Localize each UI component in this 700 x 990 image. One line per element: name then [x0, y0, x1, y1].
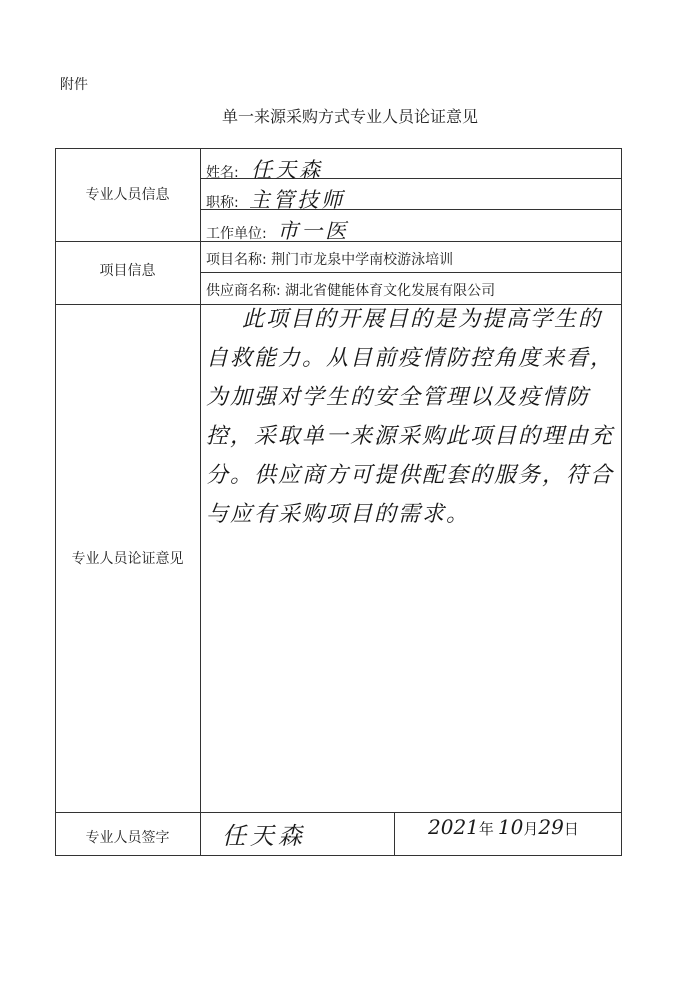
- date-day: 29: [538, 815, 564, 839]
- project-info-label: 项目信息: [99, 263, 156, 279]
- name-value: 任天森: [251, 158, 324, 182]
- column-divider: [200, 148, 201, 856]
- signature-date-divider: [394, 812, 395, 856]
- name-label: 姓名:: [206, 165, 239, 181]
- date-year-suffix: 年: [478, 820, 494, 838]
- date-year: 2021: [428, 815, 479, 839]
- job-title-value: 主管技师: [249, 188, 346, 212]
- opinion-label: 专业人员论证意见: [71, 551, 184, 567]
- signature-date: [428, 815, 579, 839]
- job-title-row: [206, 184, 345, 214]
- attachment-label: 附件: [60, 77, 88, 93]
- job-title-label: 职称:: [206, 195, 239, 211]
- name-row: [206, 154, 323, 184]
- page-title: 单一来源采购方式专业人员论证意见: [221, 107, 478, 126]
- project-name: 项目名称: 荆门市龙泉中学南校游泳培训: [206, 252, 454, 268]
- row-divider: [200, 272, 622, 273]
- employer-value: 市一医: [277, 219, 350, 243]
- signature-label: 专业人员签字: [85, 830, 170, 846]
- signature-text: 任天森: [222, 822, 306, 850]
- opinion-text: 此项目的开展目的是为提高学生的自救能力。从目前疫情防控角度来看，为加强对学生的安全管理以及疫情防控，采取单一来源采购此项目的理由充分。供应商方可提供配套的服务，符合与应有采购项目的需求。: [206, 307, 615, 527]
- signature: [222, 816, 306, 851]
- row-divider: [55, 812, 622, 813]
- date-month: 10: [497, 815, 524, 839]
- date-month-suffix: 月: [523, 820, 539, 838]
- expert-info-label: 专业人员信息: [85, 187, 170, 203]
- employer-label: 工作单位:: [206, 226, 267, 242]
- supplier-name: 供应商名称: 湖北省健能体育文化发展有限公司: [206, 283, 496, 299]
- date-day-suffix: 日: [563, 820, 579, 838]
- employer-row: [206, 215, 349, 245]
